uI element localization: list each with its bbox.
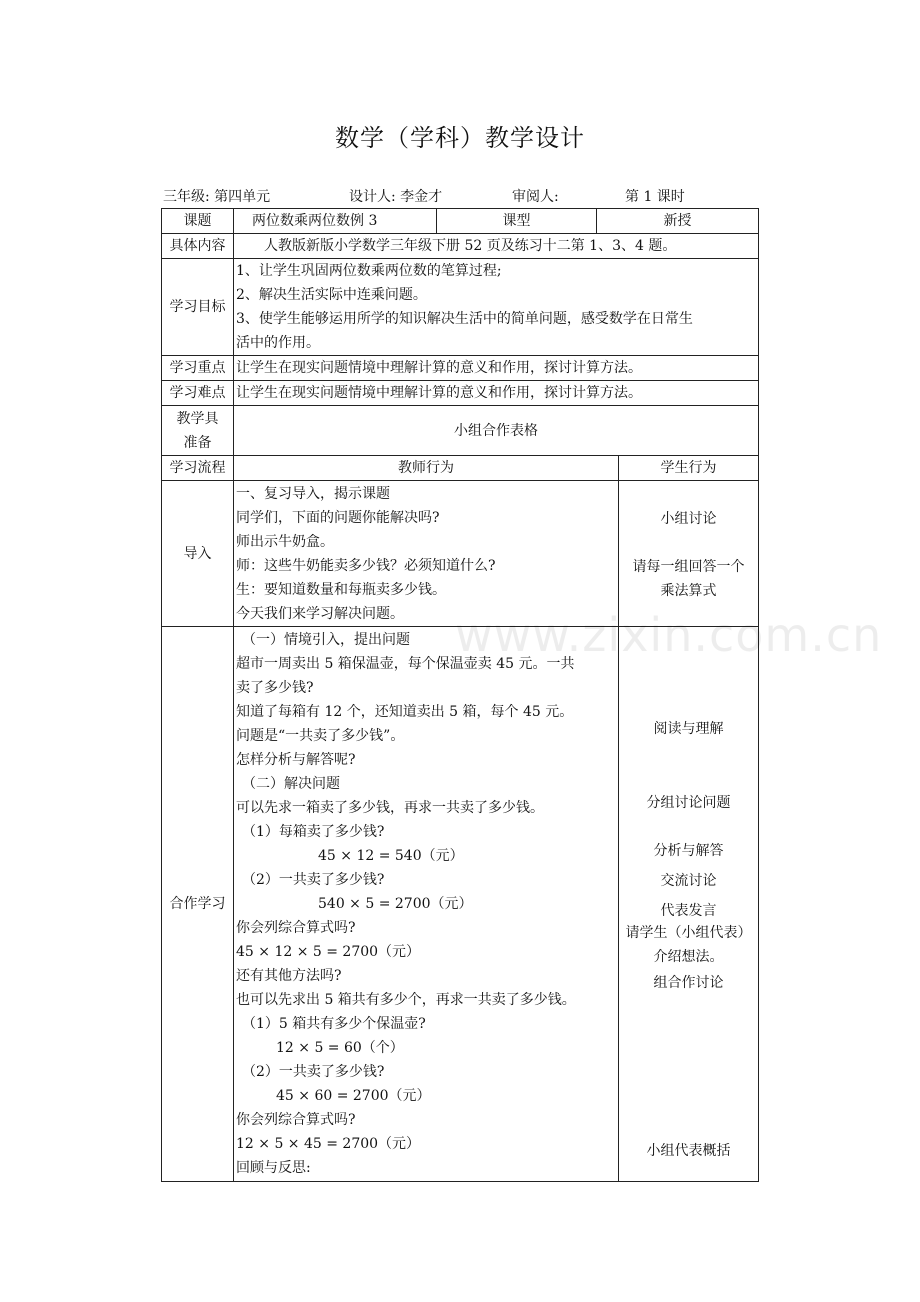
- coop-teacher-line: 45 × 12 × 5 = 2700（元）: [236, 944, 421, 960]
- topic-value: 两位数乘两位数例 3: [234, 209, 437, 234]
- goal-item: 3、使学生能够运用所学的知识解决生活中的简单问题，感受数学在日常生: [236, 311, 693, 327]
- flow-header-row: [162, 456, 759, 481]
- student-header: 学生行为: [619, 456, 759, 481]
- content-row: [162, 234, 759, 259]
- coop-row: [162, 627, 759, 1182]
- coop-teacher-line: 540 × 5 = 2700（元）: [318, 896, 473, 912]
- difficulty-row: [162, 381, 759, 406]
- type-label: 课型: [437, 209, 597, 234]
- coop-teacher-line: 12 × 5 × 45 = 2700（元）: [236, 1136, 421, 1152]
- coop-teacher-line: （2）一共卖了多少钱?: [242, 872, 385, 888]
- coop-teacher-line: （1）每箱卖了多少钱?: [242, 824, 385, 840]
- difficulty-value: 让学生在现实问题情境中理解计算的意义和作用，探讨计算方法。: [234, 381, 759, 406]
- coop-teacher-line: 你会列综合算式吗?: [236, 920, 356, 936]
- grade-unit: 三年级: 第四单元: [163, 189, 271, 205]
- coop-teacher-line: 也可以先求出 5 箱共有多少个，再求一共卖了多少钱。: [236, 992, 576, 1008]
- intro-student-line: 请每一组回答一个: [632, 559, 745, 575]
- focus-label: 学习重点: [162, 356, 234, 381]
- designer: 设计人: 李金才: [349, 189, 443, 205]
- intro-teacher-line: 师出示牛奶盒。: [236, 533, 334, 550]
- intro-label: 导入: [162, 481, 234, 627]
- intro-teacher: [234, 481, 619, 627]
- coop-student-line: 分组讨论问题: [646, 795, 731, 811]
- reviewer: 审阅人:: [512, 189, 559, 205]
- coop-teacher-line: 12 × 5 = 60（个）: [276, 1040, 404, 1056]
- intro-student: [619, 481, 759, 627]
- coop-student-line: 交流讨论: [660, 873, 717, 889]
- content-label: 具体内容: [162, 234, 234, 259]
- coop-label: 合作学习: [162, 627, 234, 1182]
- lesson-period: 第 1 课时: [625, 189, 685, 205]
- coop-teacher-line: 你会列综合算式吗?: [236, 1112, 356, 1128]
- difficulty-label: 学习难点: [162, 381, 234, 406]
- coop-teacher-line: 卖了多少钱?: [236, 680, 314, 696]
- coop-student-line: 小组代表概括: [646, 1143, 731, 1159]
- goals-row: [162, 259, 759, 356]
- goal-item: 2、解决生活实际中连乘问题。: [236, 287, 427, 303]
- intro-teacher-line: 一、复习导入，揭示课题: [236, 485, 390, 502]
- coop-teacher-line: 知道了每箱有 12 个，还知道卖出 5 箱，每个 45 元。: [236, 704, 574, 720]
- prep-row: [162, 406, 759, 456]
- coop-teacher-line: 45 × 12 = 540（元）: [318, 848, 464, 864]
- prep-value: 小组合作表格: [234, 406, 759, 456]
- coop-teacher-line: （1）5 箱共有多少个保温壶?: [242, 1016, 426, 1032]
- goals-list: [234, 259, 759, 356]
- coop-teacher-line: 回顾与反思:: [236, 1160, 311, 1176]
- coop-student-line: 阅读与理解: [653, 721, 724, 737]
- coop-teacher-line: 怎样分析与解答呢?: [236, 752, 356, 768]
- content-value: 人教版新版小学数学三年级下册 52 页及练习十二第 1、3、4 题。: [234, 234, 759, 259]
- intro-teacher-line: 今天我们来学习解决问题。: [236, 605, 404, 622]
- focus-row: [162, 356, 759, 381]
- goals-label: 学习目标: [162, 259, 234, 356]
- coop-student-line: 请学生（小组代表）: [625, 925, 752, 941]
- coop-teacher-line: （一）情境引入，提出问题: [242, 632, 410, 648]
- watermark: www.zixin.com.cn: [455, 608, 883, 662]
- lesson-plan-table: [161, 208, 759, 1182]
- coop-student-line: 代表发言: [660, 903, 717, 919]
- coop-student: [619, 627, 759, 1182]
- coop-student-line: 分析与解答: [653, 843, 724, 859]
- prep-label: [162, 406, 234, 456]
- intro-teacher-line: 师：这些牛奶能卖多少钱？必须知道什么?: [236, 557, 496, 574]
- goal-item: 活中的作用。: [236, 335, 320, 351]
- prep-label-line: 准备: [183, 434, 212, 451]
- coop-teacher-line: 45 × 60 = 2700（元）: [276, 1088, 431, 1104]
- page-title: 数学（学科）教学设计: [335, 124, 585, 152]
- intro-teacher-line: 同学们，下面的问题你能解决吗?: [236, 509, 440, 526]
- intro-teacher-line: 生：要知道数量和每瓶卖多少钱。: [236, 581, 446, 598]
- focus-value: 让学生在现实问题情境中理解计算的意义和作用，探讨计算方法。: [234, 356, 759, 381]
- coop-teacher-line: 还有其他方法吗?: [236, 968, 342, 984]
- coop-teacher: [234, 627, 619, 1182]
- prep-label-line: 教学具: [176, 410, 219, 427]
- coop-student-line: 组合作讨论: [653, 975, 724, 991]
- topic-row: [162, 209, 759, 234]
- teacher-header: 教师行为: [234, 456, 619, 481]
- type-value: 新授: [597, 209, 759, 234]
- intro-row: [162, 481, 759, 627]
- coop-teacher-line: （二）解决问题: [242, 776, 340, 792]
- coop-student-line: 介绍想法。: [653, 949, 724, 965]
- coop-teacher-line: 可以先求一箱卖了多少钱，再求一共卖了多少钱。: [236, 800, 544, 816]
- coop-teacher-line: 超市一周卖出 5 箱保温壶，每个保温壶卖 45 元。一共: [236, 656, 575, 672]
- topic-label: 课题: [162, 209, 234, 234]
- coop-teacher-line: 问题是“一共卖了多少钱”。: [236, 728, 405, 744]
- intro-student-line: 乘法算式: [660, 583, 717, 599]
- goal-item: 1、让学生巩固两位数乘两位数的笔算过程;: [236, 263, 502, 279]
- coop-teacher-line: （2）一共卖了多少钱?: [242, 1064, 385, 1080]
- flow-label: 学习流程: [162, 456, 234, 481]
- intro-student-line: 小组讨论: [660, 511, 717, 527]
